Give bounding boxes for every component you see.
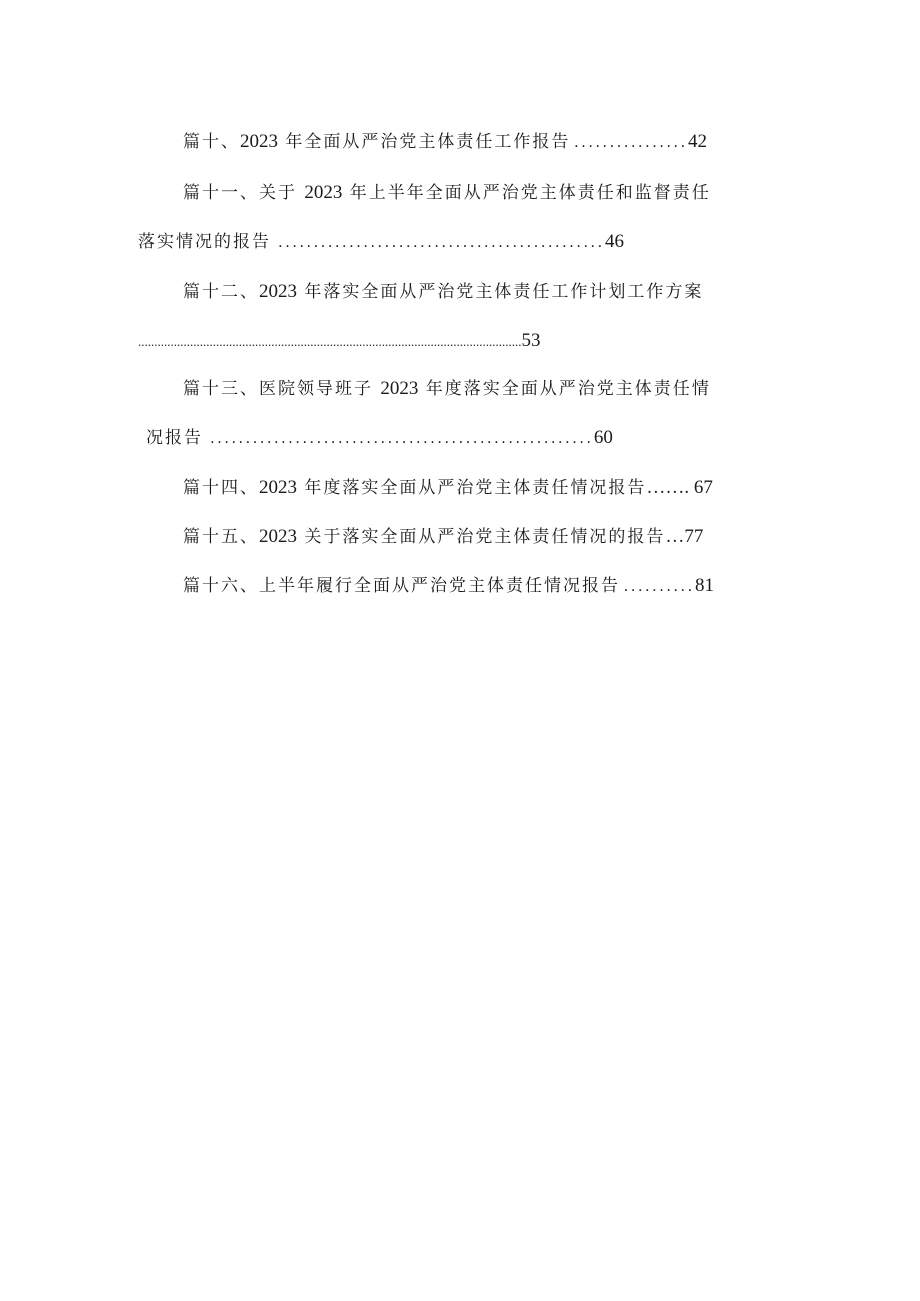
toc-leader-dots: ................ <box>574 134 689 151</box>
toc-entry-10[interactable] <box>183 130 707 155</box>
toc-entry-title: 年上半年全面从严治党主体责任和监督责任 <box>342 183 711 203</box>
toc-entry-title: 关于落实全面从严治党主体责任情况的报告 <box>297 527 666 547</box>
toc-leader-dots: .............................................. <box>278 234 606 251</box>
toc-entry-prefix: 篇十四、 <box>183 478 259 498</box>
toc-entry-year: 2023 <box>259 526 297 547</box>
toc-page-number: 53 <box>521 330 541 351</box>
toc-entry-year: 2023 <box>304 182 343 203</box>
toc-entry-12[interactable] <box>183 280 703 304</box>
toc-page-number: 67 <box>693 477 713 498</box>
toc-leader-dots: .......... <box>624 578 695 595</box>
toc-entry-title: 年落实全面从严治党主体责任工作计划工作方案 <box>297 282 704 302</box>
toc-entry-title: 落实情况的报告 <box>138 232 279 252</box>
toc-entry-prefix: 篇十三、医院领导班子 <box>183 379 381 399</box>
toc-entry-prefix: 篇十、 <box>183 132 240 152</box>
toc-entry-prefix: 篇十六、 <box>183 576 259 596</box>
toc-page-number: 77 <box>684 526 704 547</box>
toc-entry-year: 2023 <box>259 281 297 302</box>
toc-leader-dots: ...................................................................................................................... <box>138 334 522 349</box>
toc-page-number: 81 <box>695 575 714 596</box>
toc-entry-year: 2023 <box>380 378 419 399</box>
toc-page-number: 46 <box>605 231 625 252</box>
toc-entry-14[interactable] <box>183 476 713 500</box>
toc-entry-13-continued[interactable] <box>146 426 613 451</box>
toc-entry-13[interactable] <box>183 377 711 401</box>
toc-entry-year: 2023 <box>240 131 278 152</box>
toc-page-number: 42 <box>688 131 708 152</box>
toc-page-number: 60 <box>593 427 613 448</box>
toc-entry-12-continued[interactable] <box>138 329 541 354</box>
toc-entry-title: 年全面从严治党主体责任工作报告 <box>278 132 571 152</box>
toc-entry-year: 2023 <box>259 477 297 498</box>
toc-leader-dots: … <box>665 526 685 547</box>
toc-entry-11[interactable] <box>183 181 711 205</box>
toc-entry-title: 况报告 <box>146 428 211 448</box>
toc-entry-16[interactable] <box>183 574 714 599</box>
toc-entry-15[interactable] <box>183 525 703 549</box>
toc-entry-title: 年度落实全面从严治党主体责任情 <box>418 379 711 399</box>
toc-entry-title: 年度落实全面从严治党主体责任情况报告 <box>297 478 647 498</box>
toc-entry-prefix: 篇十一、关于 <box>183 183 305 203</box>
toc-entry-prefix: 篇十五、 <box>183 527 259 547</box>
toc-leader-dots: ...................................................... <box>210 430 594 447</box>
toc-entry-11-continued[interactable] <box>138 230 624 255</box>
toc-leader-dots: ……. <box>646 477 694 498</box>
toc-entry-prefix: 篇十二、 <box>183 282 259 302</box>
toc-entry-title: 上半年履行全面从严治党主体责任情况报告 <box>259 576 620 596</box>
